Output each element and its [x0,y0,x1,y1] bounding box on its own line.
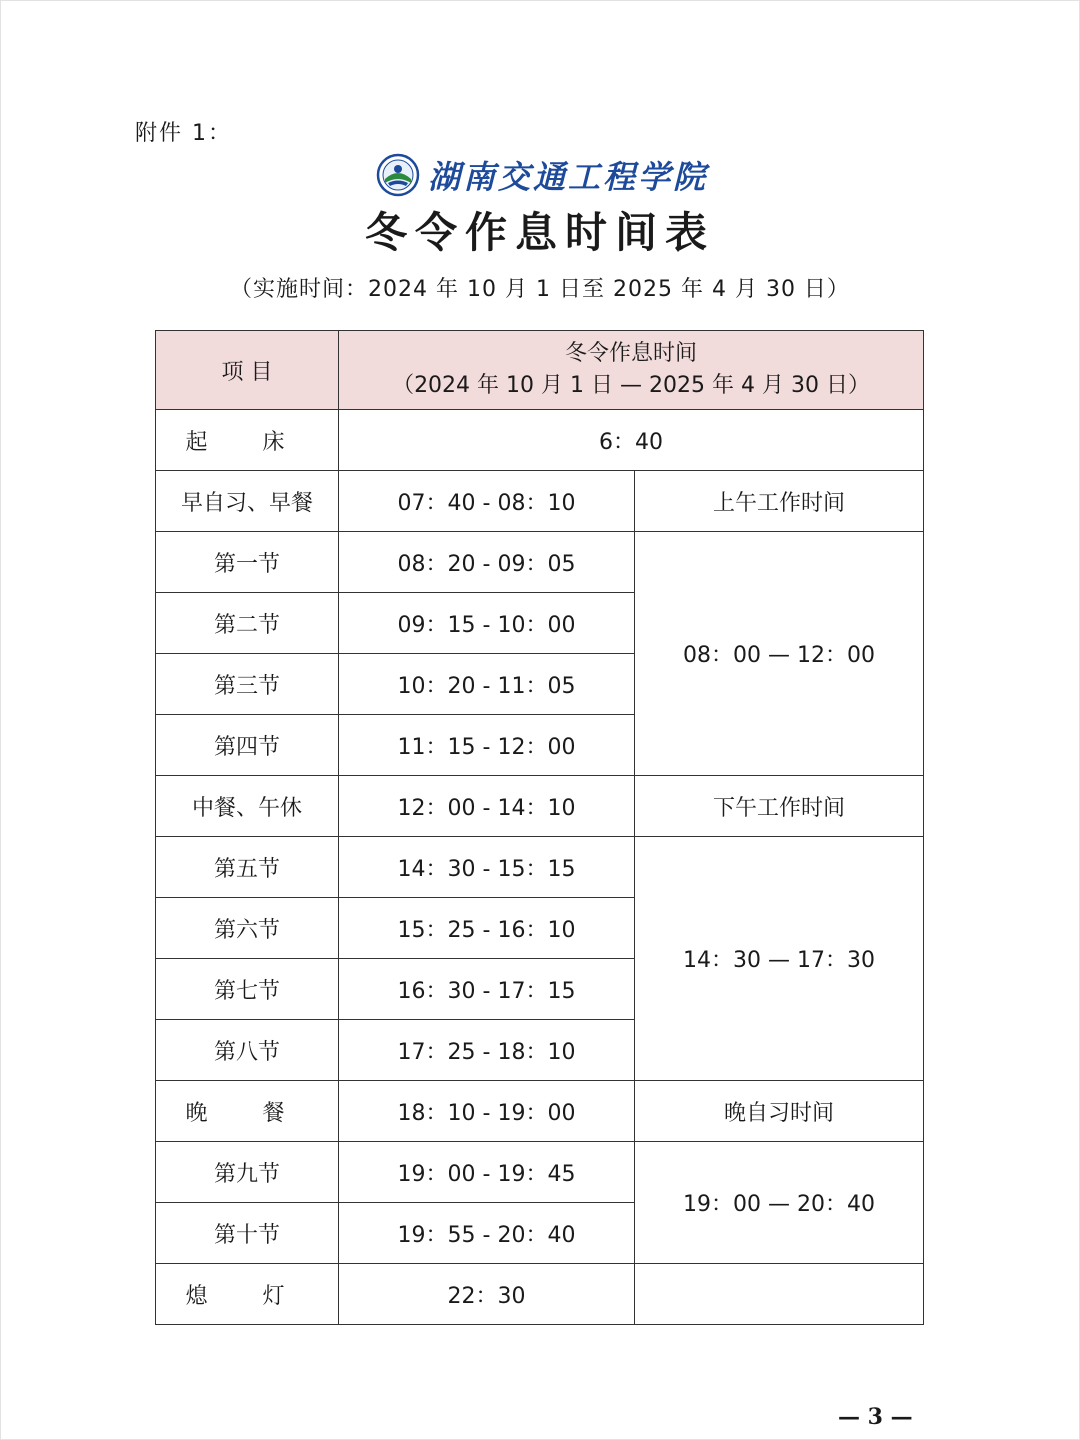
school-emblem-icon [376,153,420,197]
row-time: 19：55 - 20：40 [339,1203,635,1264]
row-time: 22：30 [339,1264,635,1325]
table-row [156,532,924,593]
row-time: 07：40 - 08：10 [339,471,635,532]
attachment-label: 附件 1： [135,121,232,146]
header-schedule-period: （2024 年 10 月 1 日 — 2025 年 4 月 30 日） [392,373,870,398]
schedule-table [155,330,924,1325]
document-title: 冬令作息时间表 [364,208,715,257]
header-item: 项 目 [156,331,339,410]
row-time: 6：40 [339,410,924,471]
table-row [156,410,924,471]
row-time: 17：25 - 18：10 [339,1020,635,1081]
row-label: 第九节 [156,1142,339,1203]
row-label: 第十节 [156,1203,339,1264]
work-period-label: 下午工作时间 [635,776,924,837]
row-time: 14：30 - 15：15 [339,837,635,898]
table-row [156,1081,924,1142]
row-time: 15：25 - 16：10 [339,898,635,959]
table-row [156,1142,924,1203]
row-label: 第一节 [156,532,339,593]
row-label: 晚 餐 [156,1081,339,1142]
row-label: 第八节 [156,1020,339,1081]
empty-cell [635,1264,924,1325]
school-logo [376,150,708,200]
row-time: 11：15 - 12：00 [339,715,635,776]
row-time: 10：20 - 11：05 [339,654,635,715]
row-label: 中餐、午休 [156,776,339,837]
row-time: 12：00 - 14：10 [339,776,635,837]
row-time: 18：10 - 19：00 [339,1081,635,1142]
row-label: 熄 灯 [156,1264,339,1325]
row-label: 第五节 [156,837,339,898]
school-name-logotype: 湖南交通工程学院 [428,158,709,196]
table-row [156,837,924,898]
row-label: 第七节 [156,959,339,1020]
table-header-row [156,331,924,410]
row-time: 08：20 - 09：05 [339,532,635,593]
document-subtitle: （实施时间：2024 年 10 月 1 日至 2025 年 4 月 30 日） [230,277,850,302]
header-schedule-title: 冬令作息时间 [565,341,698,366]
row-label: 第二节 [156,593,339,654]
page-number: — 3 — [838,1404,913,1430]
row-label: 起 床 [156,410,339,471]
table-row [156,1264,924,1325]
work-period-time: 08：00 — 12：00 [635,532,924,776]
row-time: 09：15 - 10：00 [339,593,635,654]
table-row [156,776,924,837]
row-label: 第三节 [156,654,339,715]
work-period-time: 14：30 — 17：30 [635,837,924,1081]
row-label: 早自习、早餐 [156,471,339,532]
work-period-label: 晚自习时间 [635,1081,924,1142]
row-label: 第四节 [156,715,339,776]
row-label: 第六节 [156,898,339,959]
row-time: 19：00 - 19：45 [339,1142,635,1203]
row-time: 16：30 - 17：15 [339,959,635,1020]
table-row [156,471,924,532]
work-period-label: 上午工作时间 [635,471,924,532]
work-period-time: 19：00 — 20：40 [635,1142,924,1264]
header-schedule [339,331,924,410]
